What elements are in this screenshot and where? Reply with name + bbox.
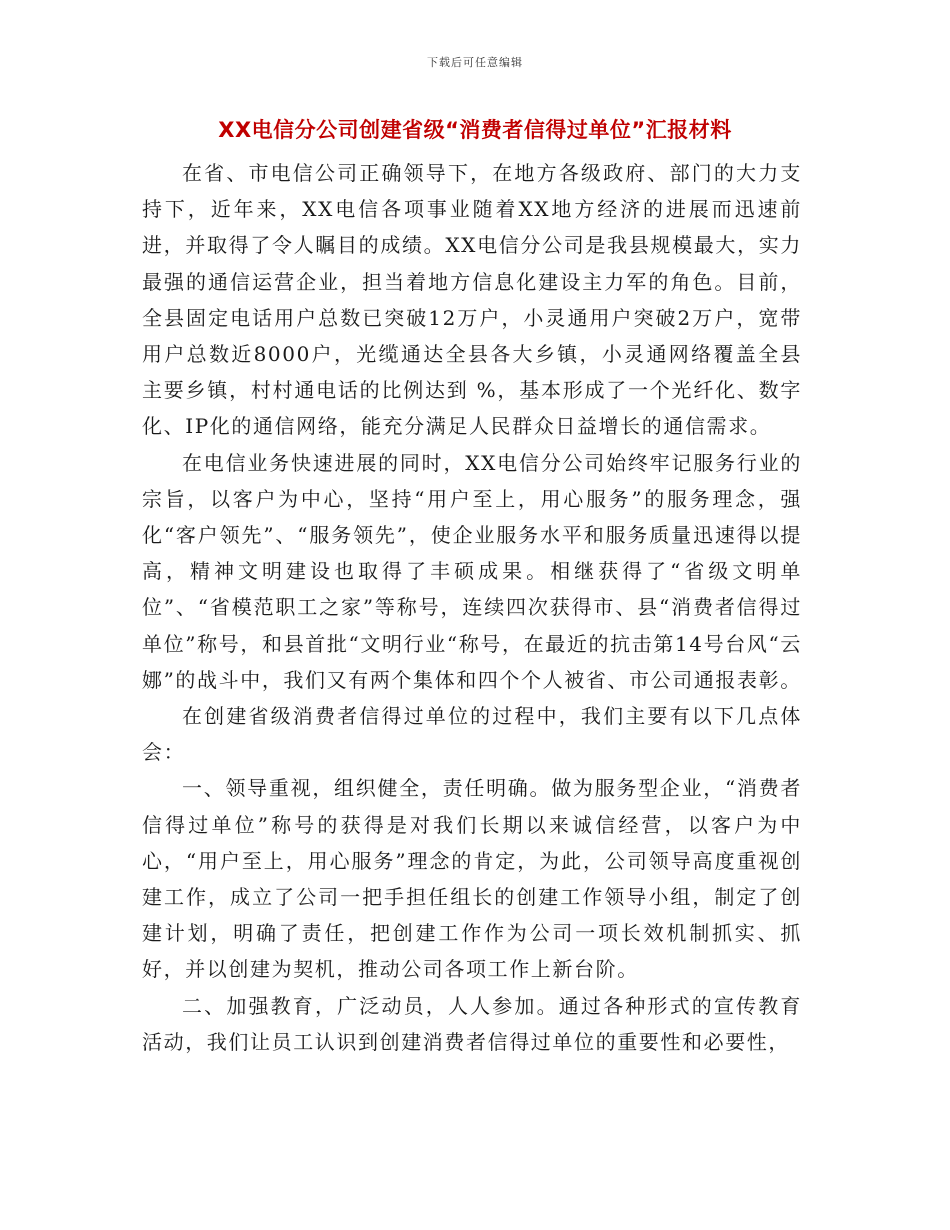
document-title: XX电信分公司创建省级“消费者信得过单位”汇报材料 — [218, 118, 732, 142]
paragraph-intro: 在省、市电信公司正确领导下，在地方各级政府、部门的大力支持下，近年来，XX电信各项事业随着XX地方经济的进展而迅速前进，并取得了令人瞩目的成绩。XX电信分公司是我县规模最大，实力最强的通信运营企业，担当着地方信息化建设主力军的角色。目前，全县固定电话用户总数已突破12万户，小灵通用户突破2万户，宽带用户总数近8000户，光缆通达全县各大乡镇，小灵通网络覆盖全县主要乡镇，村村通电话的比例达到 %，基本形成了一个光纤化、数字化、IP化的通信网络，能充分满足人民群众日益增长的通信需求。 — [142, 161, 802, 439]
header-note: 下载后可任意编辑 — [427, 56, 523, 69]
paragraph-service: 在电信业务快速进展的同时，XX电信分公司始终牢记服务行业的宗旨，以客户为中心，坚持“用户至上，用心服务”的服务理念，强化“客户领先”、“服务领先”，使企业服务水平和服务质量迅速得以提高，精神文明建设也取得了丰硕成果。相继获得了“省级文明单位”、“省模范职工之家”等称号，连续四次获得市、县“消费者信得过单位”称号，和县首批“文明行业“称号，在最近的抗击第14号台风“云娜”的战斗中，我们又有两个集体和四个个人被省、市公司通报表彰。 — [142, 450, 802, 692]
paragraph-point-one: 一、领导重视，组织健全，责任明确。做为服务型企业，“消费者信得过单位”称号的获得是对我们长期以来诚信经营，以客户为中心，“用户至上，用心服务”理念的肯定，为此，公司领导高度重视创建工作，成立了公司一把手担任组长的创建工作领导小组，制定了创建计划，明确了责任，把创建工作作为公司一项长效机制抓实、抓好，并以创建为契机，推动公司各项工作上新台阶。 — [142, 776, 802, 982]
document-body — [142, 155, 802, 1060]
paragraph-experience: 在创建省级消费者信得过单位的过程中，我们主要有以下几点体会： — [142, 704, 802, 765]
paragraph-point-two: 二、加强教育，广泛动员，人人参加。通过各种形式的宣传教育活动，我们让员工认识到创建消费者信得过单位的重要性和必要性， — [142, 993, 802, 1054]
